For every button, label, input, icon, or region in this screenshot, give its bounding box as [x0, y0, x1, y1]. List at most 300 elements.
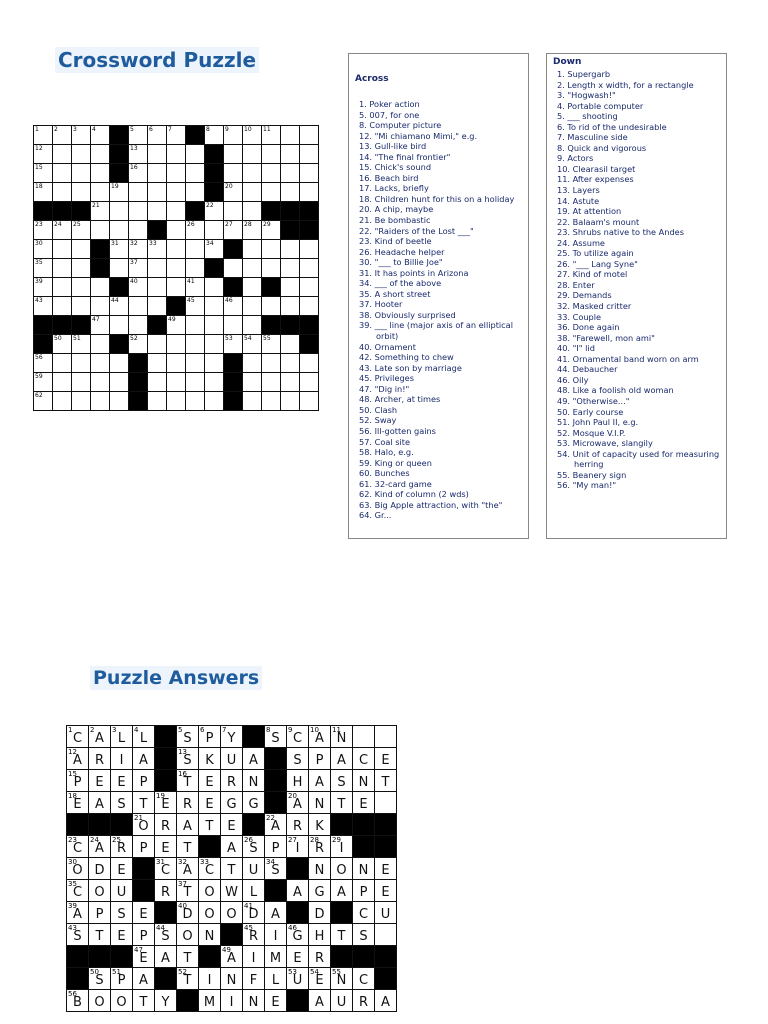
- answer-letter: N: [314, 863, 325, 878]
- clue-number: 7: [168, 126, 172, 133]
- grid-cell: [353, 924, 375, 946]
- grid-cell: [262, 221, 281, 240]
- answers-title: Puzzle Answers: [90, 666, 262, 690]
- across-clue: 39. ___ line (major axis of an elliptical orbit): [359, 320, 513, 342]
- grid-cell: [91, 202, 110, 221]
- black-square: [186, 126, 205, 145]
- answer-letter: A: [139, 973, 148, 988]
- answer-letter: P: [117, 973, 126, 988]
- clue-number: 49: [168, 316, 176, 323]
- grid-cell: [155, 924, 177, 946]
- clue-number: 32: [130, 240, 138, 247]
- grid-cell: [243, 164, 262, 183]
- grid-cell: [300, 126, 319, 145]
- grid-cell: [331, 748, 353, 770]
- clue-number: 52: [178, 968, 187, 976]
- clue-number: 23: [35, 221, 43, 228]
- grid-cell: [331, 858, 353, 880]
- grid-cell: [110, 373, 129, 392]
- answer-letter: A: [315, 731, 324, 746]
- answer-letter: G: [292, 929, 303, 944]
- answer-letter: N: [226, 973, 237, 988]
- clue-number: 35: [35, 259, 43, 266]
- clue-number: 44: [156, 924, 165, 932]
- grid-cell: [67, 836, 89, 858]
- clue-number: 39: [68, 902, 77, 910]
- answer-letter: E: [73, 797, 82, 812]
- answer-letter: R: [226, 775, 237, 790]
- grid-cell: [199, 902, 221, 924]
- grid-cell: [53, 354, 72, 373]
- answer-letter: E: [205, 775, 214, 790]
- clue-number: 25: [112, 836, 121, 844]
- grid-cell: [148, 297, 167, 316]
- grid-cell: [148, 392, 167, 411]
- grid-cell: [287, 726, 309, 748]
- grid-cell: [287, 946, 309, 968]
- answer-letter: S: [271, 863, 280, 878]
- grid-cell: [199, 814, 221, 836]
- black-square: [353, 946, 375, 968]
- grid-cell: [221, 968, 243, 990]
- grid-cell: [309, 836, 331, 858]
- grid-cell: [111, 858, 133, 880]
- grid-cell: [177, 836, 199, 858]
- answer-letter: T: [227, 863, 236, 878]
- answer-letter: D: [94, 863, 105, 878]
- grid-cell: [91, 297, 110, 316]
- down-clue: 1. Supergarb: [557, 69, 611, 79]
- clue-number: 45: [187, 297, 195, 304]
- grid-cell: [265, 858, 287, 880]
- grid-cell: [129, 183, 148, 202]
- grid-cell: [111, 924, 133, 946]
- black-square: [281, 202, 300, 221]
- clue-number: 12: [35, 145, 43, 152]
- grid-cell: [331, 792, 353, 814]
- down-clue: 26. "___ Lang Syne": [557, 258, 638, 269]
- grid-cell: [129, 202, 148, 221]
- grid-cell: [129, 297, 148, 316]
- down-clue: 56. "My man!": [557, 480, 617, 491]
- across-clue: 13. Gull-like bird: [359, 141, 427, 152]
- answer-letter: A: [161, 951, 170, 966]
- grid-cell: [281, 392, 300, 411]
- answer-letter: C: [358, 753, 369, 768]
- answer-letter: R: [182, 797, 193, 812]
- grid-cell: [221, 880, 243, 902]
- grid-cell: [91, 145, 110, 164]
- black-square: [148, 316, 167, 335]
- black-square: [375, 946, 397, 968]
- clue-number: 30: [35, 240, 43, 247]
- grid-cell: [111, 726, 133, 748]
- answer-letter: A: [271, 907, 280, 922]
- down-clue: 33. Couple: [557, 311, 602, 322]
- black-square: [353, 836, 375, 858]
- grid-cell: [89, 990, 111, 1012]
- grid-cell: [148, 183, 167, 202]
- grid-cell: [155, 836, 177, 858]
- grid-cell: [265, 924, 287, 946]
- clue-number: 22: [206, 202, 214, 209]
- grid-cell: [67, 924, 89, 946]
- grid-cell: [89, 770, 111, 792]
- grid-cell: [224, 259, 243, 278]
- grid-cell: [243, 335, 262, 354]
- black-square: [265, 792, 287, 814]
- answer-letter: E: [381, 753, 390, 768]
- grid-cell: [281, 240, 300, 259]
- grid-cell: [148, 335, 167, 354]
- answer-letter: S: [249, 841, 258, 856]
- grid-cell: [281, 145, 300, 164]
- black-square: [243, 814, 265, 836]
- grid-cell: [243, 259, 262, 278]
- answer-letter: U: [226, 753, 237, 768]
- clue-number: 33: [149, 240, 157, 247]
- grid-cell: [129, 221, 148, 240]
- answer-letter: E: [381, 863, 390, 878]
- grid-cell: [89, 880, 111, 902]
- clue-number: 34: [206, 240, 214, 247]
- answer-letter: G: [226, 797, 237, 812]
- clue-number: 62: [35, 392, 43, 399]
- grid-cell: [186, 373, 205, 392]
- across-clue: 18. Children hunt for this on a holiday: [359, 193, 515, 204]
- grid-cell: [129, 164, 148, 183]
- black-square: [110, 145, 129, 164]
- across-clue: 40. Ornament: [359, 341, 416, 352]
- clue-number: 3: [73, 126, 77, 133]
- answer-letter: A: [271, 819, 280, 834]
- grid-cell: [53, 126, 72, 145]
- grid-cell: [91, 392, 110, 411]
- grid-cell: [148, 278, 167, 297]
- down-clue: 11. After expenses: [557, 174, 634, 185]
- clue-number: 24: [54, 221, 62, 228]
- clue-number: 16: [130, 164, 138, 171]
- black-square: [300, 316, 319, 335]
- answer-letter: S: [337, 775, 346, 790]
- grid-cell: [129, 259, 148, 278]
- black-square: [224, 373, 243, 392]
- clue-number: 15: [68, 770, 77, 778]
- clue-number: 39: [35, 278, 43, 285]
- clue-number: 40: [178, 902, 187, 910]
- clue-number: 47: [92, 316, 100, 323]
- grid-cell: [53, 335, 72, 354]
- grid-cell: [243, 924, 265, 946]
- grid-cell: [167, 202, 186, 221]
- answer-letter: E: [117, 929, 126, 944]
- grid-cell: [309, 814, 331, 836]
- grid-cell: [309, 770, 331, 792]
- grid-cell: [309, 902, 331, 924]
- clue-number: 18: [35, 183, 43, 190]
- down-clue: 36. Done again: [557, 322, 620, 333]
- grid-cell: [186, 240, 205, 259]
- answer-letter: T: [95, 929, 104, 944]
- grid-cell: [287, 792, 309, 814]
- answer-letter: C: [72, 841, 83, 856]
- clue-number: 8: [206, 126, 210, 133]
- across-clue: 1. Poker action: [359, 99, 420, 109]
- grid-cell: [243, 748, 265, 770]
- grid-cell: [281, 373, 300, 392]
- answer-grid: [66, 725, 397, 1012]
- black-square: [148, 221, 167, 240]
- black-square: [331, 946, 353, 968]
- answer-letter: I: [295, 841, 300, 856]
- clue-number: 20: [288, 792, 297, 800]
- grid-cell: [243, 278, 262, 297]
- black-square: [110, 335, 129, 354]
- grid-cell: [300, 373, 319, 392]
- answer-letter: E: [205, 797, 214, 812]
- answer-letter: S: [183, 731, 192, 746]
- grid-cell: [243, 902, 265, 924]
- answer-letter: A: [337, 885, 346, 900]
- grid-cell: [133, 968, 155, 990]
- grid-cell: [309, 726, 331, 748]
- answer-letter: U: [380, 907, 391, 922]
- black-square: [53, 316, 72, 335]
- answer-letter: S: [161, 929, 170, 944]
- grid-cell: [91, 354, 110, 373]
- grid-cell: [148, 164, 167, 183]
- grid-cell: [177, 792, 199, 814]
- clue-number: 51: [73, 335, 81, 342]
- grid-cell: [133, 902, 155, 924]
- answer-letter: P: [271, 841, 280, 856]
- grid-cell: [199, 990, 221, 1012]
- black-square: [89, 814, 111, 836]
- clue-number: 21: [92, 202, 100, 209]
- grid-cell: [281, 278, 300, 297]
- across-clue: 38. Obviously surprised: [359, 309, 456, 320]
- grid-cell: [129, 240, 148, 259]
- answer-letter: C: [72, 885, 83, 900]
- clue-number: 45: [244, 924, 253, 932]
- answer-letter: A: [73, 907, 82, 922]
- grid-cell: [110, 221, 129, 240]
- clue-number: 4: [92, 126, 96, 133]
- answer-letter: A: [337, 753, 346, 768]
- across-clue: 48. Archer, at times: [359, 394, 441, 405]
- answer-letter: O: [204, 885, 215, 900]
- black-square: [224, 240, 243, 259]
- across-clue: 35. A short street: [359, 288, 431, 299]
- grid-cell: [177, 726, 199, 748]
- clue-number: 9: [288, 726, 293, 734]
- black-square: [110, 278, 129, 297]
- grid-cell: [243, 354, 262, 373]
- down-clue: 19. At attention: [557, 206, 622, 217]
- grid-cell: [262, 126, 281, 145]
- answer-letter: O: [72, 863, 83, 878]
- grid-cell: [331, 726, 353, 748]
- black-square: [111, 814, 133, 836]
- clue-number: 4: [134, 726, 139, 734]
- grid-cell: [177, 924, 199, 946]
- black-square: [375, 814, 397, 836]
- answer-letter: F: [249, 973, 258, 988]
- grid-cell: [205, 316, 224, 335]
- answer-letter: U: [292, 973, 303, 988]
- grid-cell: [375, 858, 397, 880]
- grid-cell: [300, 164, 319, 183]
- black-square: [224, 392, 243, 411]
- answer-letter: T: [139, 797, 148, 812]
- grid-cell: [199, 924, 221, 946]
- grid-cell: [353, 990, 375, 1012]
- grid-cell: [221, 814, 243, 836]
- grid-cell: [111, 792, 133, 814]
- grid-cell: [309, 924, 331, 946]
- answer-letter: O: [226, 907, 237, 922]
- grid-cell: [221, 836, 243, 858]
- grid-cell: [34, 259, 53, 278]
- black-square: [53, 202, 72, 221]
- grid-cell: [72, 297, 91, 316]
- black-square: [199, 836, 221, 858]
- across-clue: 20. A chip, maybe: [359, 204, 434, 215]
- answer-letter: A: [249, 753, 258, 768]
- black-square: [133, 858, 155, 880]
- grid-cell: [224, 316, 243, 335]
- black-square: [89, 946, 111, 968]
- answer-letter: O: [182, 929, 193, 944]
- answer-letter: N: [248, 775, 259, 790]
- grid-cell: [148, 259, 167, 278]
- grid-cell: [148, 202, 167, 221]
- across-clue: 14. "The final frontier": [359, 151, 451, 162]
- down-clue: 52. Mosque V.I.P.: [557, 427, 626, 438]
- clue-number: 49: [222, 946, 231, 954]
- clue-number: 55: [332, 968, 341, 976]
- down-clue: 24. Assume: [557, 237, 605, 248]
- answer-letter: C: [204, 863, 215, 878]
- clue-number: 19: [111, 183, 119, 190]
- answer-letter: K: [315, 819, 324, 834]
- clue-number: 53: [225, 335, 233, 342]
- down-clue: 2. Length x width, for a rectangle: [557, 79, 694, 90]
- black-square: [110, 164, 129, 183]
- grid-cell: [205, 335, 224, 354]
- black-square: [91, 259, 110, 278]
- grid-cell: [110, 354, 129, 373]
- answer-letter: T: [183, 973, 192, 988]
- clue-number: 41: [244, 902, 253, 910]
- black-square: [155, 770, 177, 792]
- answer-letter: N: [204, 929, 215, 944]
- grid-cell: [331, 924, 353, 946]
- clue-number: 5: [178, 726, 183, 734]
- grid-cell: [205, 297, 224, 316]
- grid-cell: [309, 880, 331, 902]
- grid-cell: [72, 164, 91, 183]
- grid-cell: [34, 373, 53, 392]
- clue-number: 29: [263, 221, 271, 228]
- black-square: [224, 354, 243, 373]
- down-clue: 41. Ornamental band worn on arm: [557, 353, 699, 364]
- grid-cell: [287, 770, 309, 792]
- grid-cell: [375, 792, 397, 814]
- clue-number: 8: [266, 726, 271, 734]
- grid-cell: [281, 335, 300, 354]
- grid-cell: [205, 278, 224, 297]
- clue-number: 53: [288, 968, 297, 976]
- answer-letter: N: [248, 995, 259, 1010]
- clue-number: 54: [244, 335, 252, 342]
- grid-cell: [353, 858, 375, 880]
- black-square: [34, 202, 53, 221]
- answer-letter: N: [336, 973, 347, 988]
- answer-letter: L: [271, 973, 280, 988]
- clue-number: 20: [225, 183, 233, 190]
- grid-cell: [243, 145, 262, 164]
- across-clue: 15. Chick's sound: [359, 162, 432, 173]
- grid-cell: [91, 183, 110, 202]
- grid-cell: [309, 946, 331, 968]
- grid-cell: [167, 126, 186, 145]
- grid-cell: [186, 392, 205, 411]
- down-clue: 22. Balaam's mount: [557, 216, 640, 227]
- grid-cell: [167, 221, 186, 240]
- across-clue: 5. 007, for one: [359, 109, 420, 120]
- grid-cell: [133, 748, 155, 770]
- grid-cell: [243, 880, 265, 902]
- grid-cell: [110, 240, 129, 259]
- clue-number: 35: [68, 880, 77, 888]
- answer-letter: T: [381, 775, 390, 790]
- grid-cell: [167, 354, 186, 373]
- grid-cell: [265, 814, 287, 836]
- answer-letter: E: [315, 973, 324, 988]
- grid-cell: [72, 221, 91, 240]
- answer-letter: T: [139, 995, 148, 1010]
- down-clue: 29. Demands: [557, 290, 612, 301]
- grid-cell: [89, 924, 111, 946]
- grid-cell: [300, 392, 319, 411]
- answer-letter: P: [139, 841, 148, 856]
- grid-cell: [34, 126, 53, 145]
- grid-cell: [265, 836, 287, 858]
- grid-cell: [53, 259, 72, 278]
- grid-cell: [53, 183, 72, 202]
- grid-cell: [111, 880, 133, 902]
- answer-letter: E: [117, 863, 126, 878]
- down-clue: 10. Clearasil target: [557, 163, 636, 174]
- black-square: [243, 726, 265, 748]
- answer-letter: E: [95, 775, 104, 790]
- down-clue: 53. Microwave, slangily: [557, 438, 653, 449]
- grid-cell: [243, 240, 262, 259]
- answer-letter: Y: [161, 995, 170, 1010]
- across-clue-list: [357, 99, 522, 521]
- answer-letter: A: [183, 863, 192, 878]
- clue-number: 26: [187, 221, 195, 228]
- grid-cell: [331, 880, 353, 902]
- grid-cell: [205, 354, 224, 373]
- clue-number: 1: [68, 726, 73, 734]
- grid-cell: [262, 335, 281, 354]
- grid-cell: [331, 770, 353, 792]
- grid-cell: [205, 202, 224, 221]
- grid-cell: [133, 792, 155, 814]
- answer-letter: T: [183, 885, 192, 900]
